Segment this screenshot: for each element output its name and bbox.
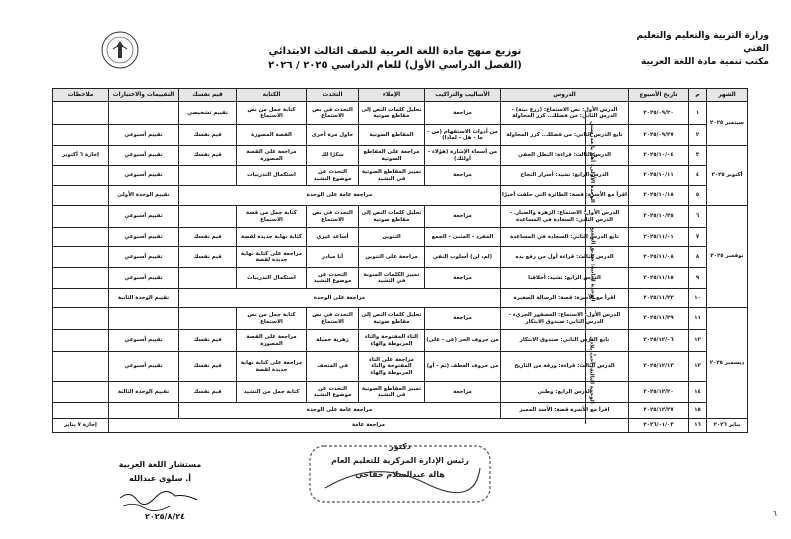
row-assessment bbox=[109, 403, 179, 419]
row-number: ١٣ bbox=[689, 352, 707, 382]
office-name: مكتب تنمية مادة اللغة العربية bbox=[641, 57, 769, 67]
table-header-row bbox=[53, 89, 748, 102]
row-date: ٢٠٢٥/١١/١٥ bbox=[629, 268, 689, 289]
row-styles: من أدوات الاستفهام (من - ما - هل - لماذا) bbox=[425, 125, 501, 146]
row-number: ١ bbox=[689, 102, 707, 125]
table-row bbox=[53, 146, 748, 166]
col-header-dictation: الإملاء bbox=[359, 89, 425, 102]
col-header-week-date: تاريخ الأسبوع bbox=[629, 89, 689, 102]
row-self-eval: قيم نفسك bbox=[179, 228, 237, 247]
row-lesson: الدرس الأول: الاستماع: الزهرة والصبار. - الدرس الثاني: السعادة في المساعدة bbox=[501, 206, 629, 228]
row-notes bbox=[53, 247, 109, 268]
row-review: مراجعة عامة على الوحدة bbox=[179, 403, 501, 419]
row-styles: (لم، لن) أسلوب النفي bbox=[425, 247, 501, 268]
row-number: ٨ bbox=[689, 247, 707, 268]
row-speaking: التحدث في نص الاستماع bbox=[307, 102, 359, 125]
col-header-self-eval: قيم نفسك bbox=[179, 89, 237, 102]
row-lesson: الدرس الثالث: قراءة: البطل الخفي bbox=[501, 146, 629, 166]
row-self-eval bbox=[179, 268, 237, 289]
table-row bbox=[53, 403, 748, 419]
row-dictation: التاء المفتوحة والتاء المربوطة والهاء bbox=[359, 330, 425, 352]
row-assessment: تقييم أسبوعي bbox=[109, 268, 179, 289]
row-notes: إجازة ٦ أكتوبر bbox=[53, 146, 109, 166]
row-dictation: تمييز الكلمات المنونة في النشيد bbox=[359, 268, 425, 289]
row-dictation: تمييز المقاطع الصوتية في النشيد bbox=[359, 166, 425, 186]
row-lesson: تابع الدرس الثاني: السعادة في المساعدة bbox=[501, 228, 629, 247]
row-self-eval: قيم نفسك bbox=[179, 146, 237, 166]
page-number: ٦ bbox=[773, 510, 777, 518]
row-number: ٣ bbox=[689, 146, 707, 166]
stamp-line-3: هالة عبدالسلام خفاجي bbox=[355, 470, 445, 479]
table-row bbox=[53, 382, 748, 403]
row-assessment: تقييم أسبوعي bbox=[109, 352, 179, 382]
row-number: ١٤ bbox=[689, 382, 707, 403]
unit-label-1 bbox=[585, 112, 598, 212]
row-notes bbox=[53, 125, 109, 146]
row-self-eval: قيم نفسك bbox=[179, 330, 237, 352]
col-header-lessons: الدروس bbox=[501, 89, 629, 102]
row-notes bbox=[53, 382, 109, 403]
row-writing: كتابة نهاية جديدة لقصة bbox=[237, 228, 307, 247]
table-row bbox=[53, 330, 748, 352]
row-speaking: شكرًا لك bbox=[307, 146, 359, 166]
advisor-date: ٢٠٢٥/٨/٢٤ bbox=[144, 512, 186, 521]
row-speaking: حاول مرة أخرى bbox=[307, 125, 359, 146]
unit-title: الوحدة الثانية: صديق الجميع bbox=[588, 226, 595, 302]
row-assessment: تقييم الوحدة الثالثة bbox=[109, 382, 179, 403]
row-writing: كتابة جمل من النشيد bbox=[237, 382, 307, 403]
row-date: ٢٠٢٥/١١/٠١ bbox=[629, 228, 689, 247]
row-writing: كتابة جمل من قصة الاستماع bbox=[237, 206, 307, 228]
row-review: مراجعة عامة bbox=[109, 419, 629, 433]
row-notes bbox=[53, 330, 109, 352]
row-self-eval bbox=[179, 166, 237, 186]
row-notes: إجازة ٧ يناير bbox=[53, 419, 109, 433]
col-header-notes: ملاحظات bbox=[53, 89, 109, 102]
row-notes bbox=[53, 403, 109, 419]
row-number: ٤ bbox=[689, 166, 707, 186]
row-date: ٢٠٢٥/١١/٠٨ bbox=[629, 247, 689, 268]
row-writing: استكمال التدريبات bbox=[237, 166, 307, 186]
row-notes bbox=[53, 308, 109, 330]
row-assessment bbox=[109, 308, 179, 330]
col-header-assessments: التقييمات والاختبارات bbox=[109, 89, 179, 102]
col-header-speaking: التحدث bbox=[307, 89, 359, 102]
row-speaking: التحدث عن موضوع النشيد bbox=[307, 166, 359, 186]
row-writing: مراجعة على القصة المصورة bbox=[237, 330, 307, 352]
row-dictation: تحليل كلمات النص إلى مقاطع صوتية bbox=[359, 102, 425, 125]
row-styles: مراجعة bbox=[425, 102, 501, 125]
row-writing: كتابة جمل من نص الاستماع bbox=[237, 102, 307, 125]
row-dictation: تحليل كلمات النص إلى مقاطع صوتية bbox=[359, 206, 425, 228]
row-number: ١٥ bbox=[689, 403, 707, 419]
row-assessment: تقييم أسبوعي bbox=[109, 330, 179, 352]
row-notes bbox=[53, 268, 109, 289]
row-lesson: الدرس الرابع: نشيد: أخلاقنا bbox=[501, 268, 629, 289]
row-speaking: أساعد غيري bbox=[307, 228, 359, 247]
row-date: ٢٠٢٥/١١/٢٢ bbox=[629, 289, 689, 308]
row-date: ٢٠٢٥/١٠/٢٥ bbox=[629, 206, 689, 228]
col-header-writing: الكتابة bbox=[237, 89, 307, 102]
row-styles: من أسماء الإشارة (هؤلاء - أولئك) bbox=[425, 146, 501, 166]
row-dictation: مراجعة على التنوين bbox=[359, 247, 425, 268]
unit-label-2 bbox=[585, 214, 598, 314]
row-styles: مراجعة bbox=[425, 268, 501, 289]
stamp-line-2: رئيس الإدارة المركزية للتعليم العام bbox=[331, 456, 469, 465]
row-date: ٢٠٢٥/١٢/٢٠ bbox=[629, 382, 689, 403]
row-lesson: الدرس الأول: الاستماع: العصفور الجريء - الدرس الثاني: صندوق الابتكار bbox=[501, 308, 629, 330]
row-speaking: أنا مبادر bbox=[307, 247, 359, 268]
row-writing: استكمال التدريبات bbox=[237, 268, 307, 289]
row-date: ٢٠٢٥/١٢/٢٧ bbox=[629, 403, 689, 419]
month-cell: ديسمبر ٢٠٢٥ bbox=[707, 308, 748, 419]
col-header-number: م bbox=[689, 89, 707, 102]
advisor-title: مستشار اللغة العربية bbox=[118, 460, 202, 469]
row-lesson: الدرس الرابع: نشيد: أسرار النجاح bbox=[501, 166, 629, 186]
row-number: ٧ bbox=[689, 228, 707, 247]
row-writing: مراجعة على كتابة نهاية جديدة لقصة bbox=[237, 352, 307, 382]
row-self-eval: قيم نفسك bbox=[179, 382, 237, 403]
row-dictation: التنوين bbox=[359, 228, 425, 247]
row-dictation: مراجعة على المقاطع الصوتية bbox=[359, 146, 425, 166]
row-notes bbox=[53, 102, 109, 125]
header-ministry-block bbox=[619, 30, 769, 69]
row-assessment: تقييم الوحدة الأولى bbox=[109, 186, 179, 206]
row-lesson: الدرس الثالث: قراءة أول من رفع يده bbox=[501, 247, 629, 268]
row-number: ١٦ bbox=[689, 419, 707, 433]
ministry-logo-icon bbox=[100, 30, 140, 70]
table-row bbox=[53, 289, 748, 308]
row-date: ٢٠٢٥/٠٩/٢٧ bbox=[629, 125, 689, 146]
ministry-name: وزارة التربية والتعليم والتعليم الفني bbox=[636, 31, 769, 54]
row-dictation: تمييز المقاطع الصوتية في النشيد bbox=[359, 382, 425, 403]
row-self-eval: تقييم تشخيصي bbox=[179, 102, 237, 125]
row-review: مراجعة عامة على الوحدة bbox=[179, 186, 501, 206]
row-assessment: تقييم أسبوعي bbox=[109, 228, 179, 247]
row-speaking: التحدث في نص الاستماع bbox=[307, 206, 359, 228]
row-number: ٢ bbox=[689, 125, 707, 146]
col-header-month: الشهر bbox=[707, 89, 748, 102]
row-dictation: المقاطع الصوتية bbox=[359, 125, 425, 146]
month-cell: سبتمبر ٢٠٢٥ bbox=[707, 102, 748, 146]
row-styles: مراجعة bbox=[425, 166, 501, 186]
table-row bbox=[53, 308, 748, 330]
row-writing: مراجعة على القصة المصورة bbox=[237, 146, 307, 166]
row-speaking: زهرية جميلة bbox=[307, 330, 359, 352]
row-number: ٩ bbox=[689, 268, 707, 289]
row-lesson: الدرس الثالث: قراءة: ورقة من التاريخ bbox=[501, 352, 629, 382]
row-date: ٢٠٢٥/١٠/٠٤ bbox=[629, 146, 689, 166]
row-notes bbox=[53, 206, 109, 228]
row-number: ١٢ bbox=[689, 330, 707, 352]
row-lesson: اقرأ مع الأسرة قصة: الأسد المميز bbox=[501, 403, 629, 419]
month-cell: يناير ٢٠٢٦ bbox=[707, 419, 748, 433]
row-lesson: اقرأ مع الأسرة: قصة: الرسالة الصغيرة bbox=[501, 289, 629, 308]
row-notes bbox=[53, 352, 109, 382]
row-writing: مراجعة على كتابة نهاية جديدة لقصة bbox=[237, 247, 307, 268]
table-row bbox=[53, 125, 748, 146]
row-notes bbox=[53, 289, 109, 308]
unit-title: الوحدة الأولى: أهلًا يا مدرستي bbox=[589, 121, 595, 203]
row-assessment: تقييم الوحدة الثانية bbox=[109, 289, 179, 308]
unit-label-3 bbox=[585, 316, 598, 424]
row-assessment: تقييم أسبوعي bbox=[109, 166, 179, 186]
row-styles: من حروف الجر (عن - على) bbox=[425, 330, 501, 352]
row-self-eval: قيم نفسك bbox=[179, 125, 237, 146]
row-writing: كتابة جمل من نص الاستماع bbox=[237, 308, 307, 330]
row-notes bbox=[53, 166, 109, 186]
row-speaking: التحدث عن موضوع النشيد bbox=[307, 382, 359, 403]
row-date: ٢٠٢٦/٠١/٠٣ bbox=[629, 419, 689, 433]
row-number: ١٠ bbox=[689, 289, 707, 308]
table-row bbox=[53, 166, 748, 186]
row-styles: المفرد - المثنى - الجمع bbox=[425, 228, 501, 247]
table-row bbox=[53, 268, 748, 289]
row-date: ٢٠٢٥/١٠/١٨ bbox=[629, 186, 689, 206]
row-number: ٦ bbox=[689, 206, 707, 228]
row-assessment: تقييم أسبوعي bbox=[109, 247, 179, 268]
row-lesson: تابع الدرس الثاني: صندوق الابتكار bbox=[501, 330, 629, 352]
row-styles: مراجعة bbox=[425, 308, 501, 330]
table-row bbox=[53, 352, 748, 382]
row-styles: من حروف العطف (ثم - أو) bbox=[425, 352, 501, 382]
row-date: ٢٠٢٥/١٠/١١ bbox=[629, 166, 689, 186]
row-writing: القصة المصورة bbox=[237, 125, 307, 146]
row-lesson: تابع الدرس الثاني: من فضلك.. كرر المحاولة bbox=[501, 125, 629, 146]
curriculum-table bbox=[52, 88, 748, 433]
unit-title: الوحدة الثالثة: أحبُّ بلادي bbox=[588, 336, 595, 404]
row-self-eval: قيم نفسك bbox=[179, 352, 237, 382]
row-self-eval bbox=[179, 308, 237, 330]
row-date: ٢٠٢٥/٠٩/٢٠ bbox=[629, 102, 689, 125]
advisor-name: أ. سلوى عبدالله bbox=[128, 474, 192, 483]
row-speaking: التحدث عن موضوع النشيد bbox=[307, 268, 359, 289]
row-styles: مراجعة bbox=[425, 206, 501, 228]
col-header-styles: الأساليب والتراكيب bbox=[425, 89, 501, 102]
stamp-text-block bbox=[300, 440, 500, 482]
row-lesson: الدرس الأول: نص الاستماع: (زرع نبتة) - الدرس الثاني: من فضلك.. كرر المحاولة bbox=[501, 102, 629, 125]
row-lesson: الدرس الرابع: وطني bbox=[501, 382, 629, 403]
row-self-eval: قيم نفسك bbox=[179, 247, 237, 268]
row-notes bbox=[53, 228, 109, 247]
month-cell: نوفمبر ٢٠٢٥ bbox=[707, 206, 748, 308]
row-speaking: في المتحف bbox=[307, 352, 359, 382]
month-cell: أكتوبر ٢٠٢٥ bbox=[707, 146, 748, 206]
advisor-signature-block bbox=[105, 458, 215, 486]
row-assessment bbox=[109, 102, 179, 125]
row-review: مراجعة على الوحدة bbox=[179, 289, 501, 308]
stamp-line-1: دكتور bbox=[389, 442, 411, 451]
row-assessment: تقييم أسبوعي bbox=[109, 125, 179, 146]
table-row bbox=[53, 419, 748, 433]
row-assessment: تقييم أسبوعي bbox=[109, 206, 179, 228]
row-assessment: تقييم أسبوعي bbox=[109, 146, 179, 166]
table-row bbox=[53, 206, 748, 228]
table-row bbox=[53, 247, 748, 268]
table-row bbox=[53, 186, 748, 206]
row-date: ٢٠٢٥/١٢/٠٦ bbox=[629, 330, 689, 352]
row-dictation: مراجعة على التاء المفتوحة والتاء المربوطة والهاء bbox=[359, 352, 425, 382]
table-row bbox=[53, 228, 748, 247]
row-lesson: اقرأ مع الأسرة: قصة: الطائرة التي حلقت أخيرًا bbox=[501, 186, 629, 206]
row-styles: مراجعة bbox=[425, 382, 501, 403]
table-row bbox=[53, 102, 748, 125]
row-number: ٥ bbox=[689, 186, 707, 206]
plan-subtitle: (الفصل الدراسي الأول) للعام الدراسي ٢٠٢٥ / ٢٠٢٦ bbox=[268, 60, 522, 71]
row-date: ٢٠٢٥/١٢/١٣ bbox=[629, 352, 689, 382]
row-dictation: تحليل كلمات النص إلى مقاطع صوتية bbox=[359, 308, 425, 330]
row-date: ٢٠٢٥/١١/٢٩ bbox=[629, 308, 689, 330]
row-speaking: التحدث في نص الاستماع bbox=[307, 308, 359, 330]
row-self-eval bbox=[179, 206, 237, 228]
row-notes bbox=[53, 186, 109, 206]
header-title-block bbox=[250, 45, 540, 73]
plan-title: توزيع منهج مادة اللغة العربية للصف الثالث الابتدائي bbox=[268, 46, 522, 57]
row-number: ١١ bbox=[689, 308, 707, 330]
